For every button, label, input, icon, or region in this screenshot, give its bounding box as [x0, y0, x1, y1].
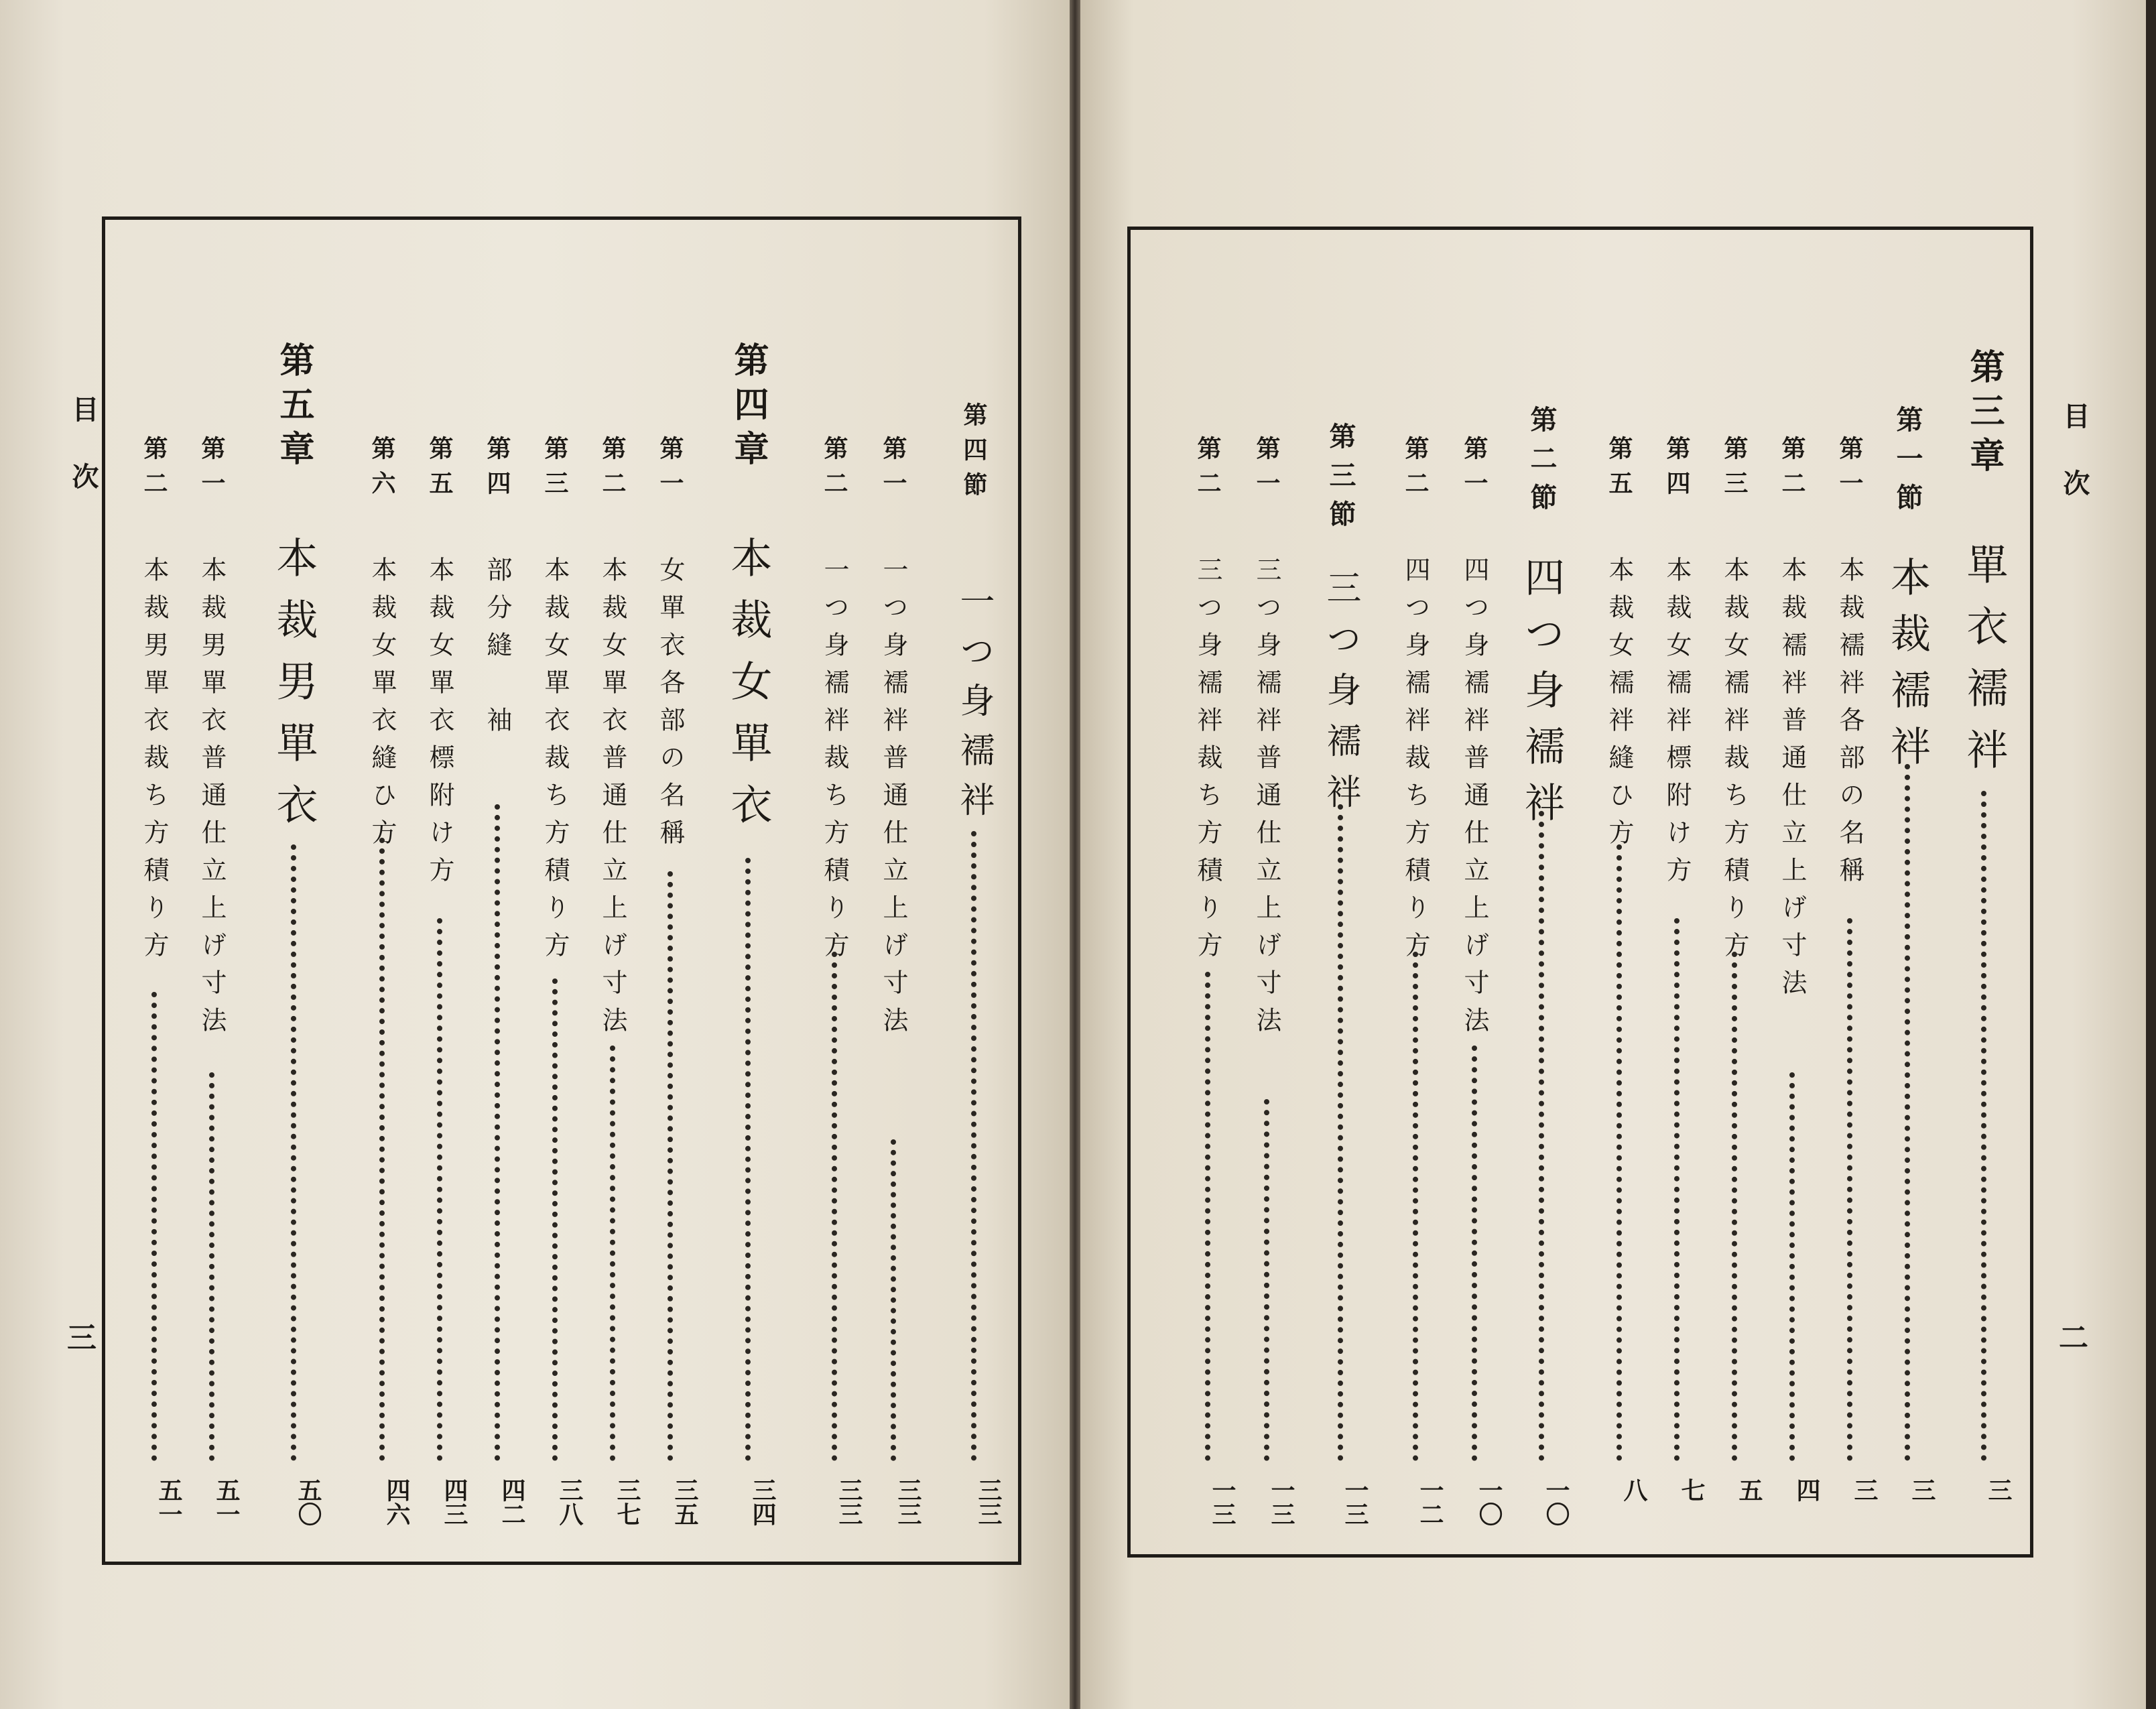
- leader-dots: [1413, 952, 1418, 1461]
- section-title: 本裁襦袢: [1884, 556, 1931, 781]
- item-label: 第一: [879, 436, 907, 505]
- chapter-title: 本裁男單衣: [269, 536, 318, 844]
- toc-item-row[interactable]: [122, 0, 186, 1709]
- toc-item-row[interactable]: [861, 0, 926, 1709]
- toc-item-row[interactable]: [1234, 0, 1299, 1709]
- toc-item-row[interactable]: [638, 0, 702, 1709]
- item-label: 第三: [541, 436, 569, 505]
- page-number: 一三: [1341, 1478, 1369, 1526]
- page-number: 三四: [749, 1478, 777, 1526]
- leader-dots: [1616, 844, 1622, 1461]
- leader-dots: [668, 871, 673, 1461]
- item-title: 本裁女襦袢縫ひ方: [1604, 556, 1634, 857]
- page-number: 四: [1793, 1478, 1821, 1502]
- page-number: 五一: [155, 1478, 183, 1526]
- page-number: 三: [1908, 1478, 1936, 1502]
- item-label: 第二: [1194, 436, 1222, 505]
- leader-dots: [379, 838, 385, 1461]
- item-title: 本裁男單衣普通仕立上げ寸法: [197, 556, 227, 1044]
- item-title: 本裁男單衣裁ち方積り方: [139, 556, 169, 969]
- item-title: 一つ身襦袢普通仕立上げ寸法: [879, 556, 908, 1044]
- leader-dots: [291, 844, 296, 1461]
- toc-section-row[interactable]: [1308, 0, 1373, 1709]
- folio: 二: [2059, 1321, 2088, 1355]
- toc-item-row[interactable]: [1442, 0, 1507, 1709]
- page-number: 三三: [894, 1478, 922, 1526]
- page-number: 一二: [1416, 1478, 1444, 1526]
- page-number: 四六: [383, 1478, 411, 1526]
- page-number: 一〇: [1475, 1478, 1503, 1526]
- section-label: 第四節: [960, 402, 988, 507]
- item-title: 本裁女單衣裁ち方積り方: [540, 556, 570, 969]
- item-title: 本裁女襦袢標附け方: [1662, 556, 1692, 894]
- page-number: 三: [1984, 1478, 2013, 1502]
- page-number: 三三: [974, 1478, 1003, 1526]
- chapter-label: 第五章: [273, 342, 314, 474]
- page-number: 五: [1735, 1478, 1763, 1502]
- item-title: 部分縫 袖: [483, 556, 512, 744]
- toc-chapter-row[interactable]: [1952, 0, 2016, 1709]
- item-title: 女單衣各部の名稱: [655, 556, 685, 857]
- item-label: 第六: [368, 436, 396, 505]
- toc-section-row[interactable]: [942, 0, 1006, 1709]
- leader-dots: [1674, 918, 1679, 1461]
- toc-item-row[interactable]: [1587, 0, 1651, 1709]
- item-label: 第二: [820, 436, 848, 505]
- leader-dots: [1789, 1072, 1795, 1461]
- chapter-title: 本裁女單衣: [724, 536, 773, 844]
- item-title: 本裁襦袢各部の名稱: [1835, 556, 1864, 894]
- leader-dots: [1472, 1046, 1477, 1461]
- page-number: 四三: [440, 1478, 468, 1526]
- page-number: 三五: [671, 1478, 699, 1526]
- page-number: 三三: [835, 1478, 863, 1526]
- toc-item-row[interactable]: [180, 0, 244, 1709]
- item-title: 本裁女單衣普通仕立上げ寸法: [598, 556, 627, 1044]
- leader-dots: [151, 992, 157, 1461]
- leader-dots: [1905, 764, 1910, 1461]
- item-label: 第一: [1460, 436, 1488, 505]
- chapter-title: 單衣襦袢: [1960, 543, 2009, 789]
- item-label: 第二: [140, 436, 168, 505]
- leader-dots: [832, 952, 837, 1461]
- folio: 三: [67, 1321, 97, 1355]
- leader-dots: [209, 1072, 214, 1461]
- chapter-label: 第三章: [1964, 349, 2005, 481]
- item-label: 第五: [1605, 436, 1633, 505]
- item-label: 第二: [598, 436, 627, 505]
- section-title: 一つ身襦袢: [954, 583, 994, 831]
- page-number: 五一: [212, 1478, 241, 1526]
- item-title: 三つ身襦袢裁ち方積り方: [1193, 556, 1222, 969]
- leader-dots: [610, 1046, 615, 1461]
- toc-chapter-row[interactable]: [261, 0, 326, 1709]
- item-title: 本裁女單衣縫ひ方: [367, 556, 397, 857]
- toc-item-row[interactable]: [350, 0, 414, 1709]
- item-title: 本裁襦袢普通仕立上げ寸法: [1777, 556, 1807, 1007]
- page-number: 三: [1850, 1478, 1879, 1502]
- page-number: 八: [1620, 1478, 1648, 1502]
- leader-dots: [745, 858, 751, 1461]
- toc-item-row[interactable]: [1702, 0, 1767, 1709]
- section-label: 第三節: [1325, 422, 1356, 539]
- item-label: 第一: [1836, 436, 1864, 505]
- toc-chapter-row[interactable]: [716, 0, 780, 1709]
- page-number: 四二: [498, 1478, 526, 1526]
- item-title: 四つ身襦袢裁ち方積り方: [1401, 556, 1430, 969]
- page-number: 三八: [556, 1478, 584, 1526]
- toc-item-row[interactable]: [523, 0, 587, 1709]
- item-label: 第一: [198, 436, 226, 505]
- item-title: 一つ身襦袢裁ち方積り方: [820, 556, 849, 969]
- item-label: 第二: [1778, 436, 1806, 505]
- page-number: 三七: [613, 1478, 641, 1526]
- leader-dots: [1847, 918, 1852, 1461]
- leader-dots: [1981, 791, 1986, 1461]
- running-title: 目次: [68, 395, 99, 529]
- toc-item-row[interactable]: [465, 0, 529, 1709]
- item-label: 第一: [1253, 436, 1281, 505]
- toc-item-row[interactable]: [407, 0, 472, 1709]
- section-label: 第二節: [1526, 405, 1558, 522]
- item-label: 第四: [1663, 436, 1691, 505]
- right-page: [1080, 0, 2146, 1709]
- book-gutter: [1070, 0, 1080, 1709]
- toc-item-row[interactable]: [580, 0, 645, 1709]
- item-label: 第二: [1401, 436, 1430, 505]
- item-title: 本裁女襦袢裁ち方積り方: [1720, 556, 1749, 969]
- toc-item-row[interactable]: [1645, 0, 1709, 1709]
- toc-item-row[interactable]: [1760, 0, 1824, 1709]
- toc-item-row[interactable]: [1818, 0, 1882, 1709]
- leader-dots: [1732, 952, 1737, 1461]
- leader-dots: [1264, 1099, 1269, 1461]
- leader-dots: [891, 1139, 896, 1461]
- item-label: 第五: [426, 436, 454, 505]
- section-title: 四つ身襦袢: [1518, 556, 1565, 838]
- toc-item-row[interactable]: [802, 0, 867, 1709]
- item-title: 三つ身襦袢普通仕立上げ寸法: [1252, 556, 1281, 1044]
- leader-dots: [437, 918, 442, 1461]
- section-label: 第一節: [1892, 405, 1923, 522]
- leader-dots: [971, 831, 976, 1461]
- item-title: 四つ身襦袢普通仕立上げ寸法: [1460, 556, 1489, 1044]
- item-label: 第一: [656, 436, 684, 505]
- leader-dots: [495, 804, 500, 1461]
- page-number: 五〇: [294, 1478, 322, 1526]
- item-label: 第三: [1720, 436, 1749, 505]
- toc-item-row[interactable]: [1383, 0, 1448, 1709]
- running-title: 目次: [2059, 402, 2090, 536]
- toc-section-row[interactable]: [1509, 0, 1574, 1709]
- leader-dots: [552, 978, 558, 1461]
- leader-dots: [1338, 804, 1343, 1461]
- toc-item-row[interactable]: [1176, 0, 1240, 1709]
- chapter-label: 第四章: [728, 342, 769, 474]
- leader-dots: [1205, 972, 1210, 1461]
- item-title: 本裁女單衣標附け方: [425, 556, 454, 894]
- toc-section-row[interactable]: [1875, 0, 1940, 1709]
- leader-dots: [1539, 811, 1544, 1461]
- left-page: [0, 0, 1070, 1709]
- page-number: 一三: [1267, 1478, 1295, 1526]
- page-number: 七: [1677, 1478, 1706, 1502]
- item-label: 第四: [483, 436, 511, 505]
- page-number: 一三: [1208, 1478, 1236, 1526]
- section-title: 三つ身襦袢: [1320, 570, 1360, 824]
- page-number: 一〇: [1542, 1478, 1570, 1526]
